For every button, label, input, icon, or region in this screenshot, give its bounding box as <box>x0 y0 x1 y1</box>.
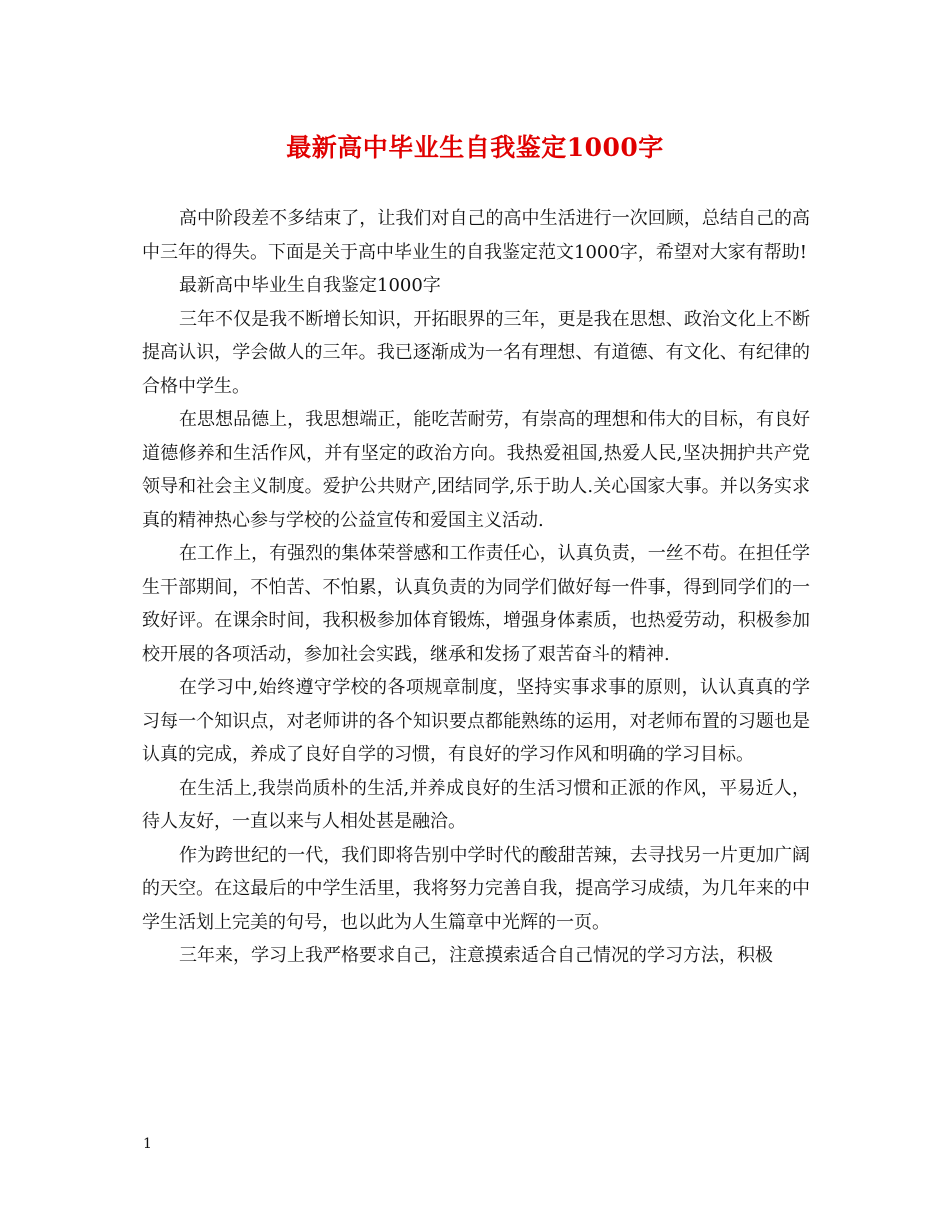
paragraph-study: 在学习中,始终遵守学校的各项规章制度，坚持实事求事的原则，认认真真的学习每一个知识点，对老师讲的各个知识要点都能熟练的运用，对老师布置的习题也是认真的完成，养成了良好自学的习惯，有良好的学习作风和明确的学习目标。 <box>142 677 810 765</box>
paragraph-life: 在生活上,我崇尚质朴的生活,并养成良好的生活习惯和正派的作风，平易近人，待人友好，一直以来与人相处甚是融洽。 <box>142 777 810 832</box>
page-number: 1 <box>143 1136 152 1152</box>
paragraph-intro: 高中阶段差不多结束了，让我们对自己的高中生活进行一次回顾，总结自己的高中三年的得失。下面是关于高中毕业生的自我鉴定范文1000字，希望对大家有帮助! <box>142 208 810 263</box>
paragraph-future: 作为跨世纪的一代，我们即将告别中学时代的酸甜苦辣，去寻找另一片更加广阔的天空。在这最后的中学生活里，我将努力完善自我，提高学习成绩，为几年来的中学生活划上完美的句号，也以此为人生篇章中光辉的一页。 <box>142 844 810 933</box>
document-body <box>142 202 810 973</box>
paragraph-work: 在工作上，有强烈的集体荣誉感和工作责任心，认真负责，一丝不苟。在担任学生干部期间，不怕苦、不怕累，认真负责的为同学们做好每一件事，得到同学们的一致好评。在课余时间，我积极参加体育锻炼，增强身体素质，也热爱劳动，积极参加校开展的各项活动，参加社会实践，继承和发扬了艰苦奋斗的精神. <box>142 543 810 665</box>
paragraph-three-years: 三年不仅是我不断增长知识，开拓眼界的三年，更是我在思想、政治文化上不断提高认识，学会做人的三年。我已逐渐成为一名有理想、有道德、有文化、有纪律的合格中学生。 <box>142 308 810 397</box>
document-title: 最新高中毕业生自我鉴定1000字 <box>286 133 664 162</box>
paragraph-subtitle: 最新高中毕业生自我鉴定1000字 <box>179 275 441 296</box>
paragraph-morality: 在思想品德上，我思想端正，能吃苦耐劳，有崇高的理想和伟大的目标，有良好道德修养和生活作风，并有坚定的政治方向。我热爱祖国,热爱人民,坚决拥护共产党领导和社会主义制度。爱护公共财产,团结同学,乐于助人.关心国家大事。并以务实求真的精神热心参与学校的公益宣传和爱国主义活动. <box>142 409 810 531</box>
paragraph-continuation: 三年来，学习上我严格要求自己，注意摸索适合自己情况的学习方法，积极 <box>179 945 773 966</box>
